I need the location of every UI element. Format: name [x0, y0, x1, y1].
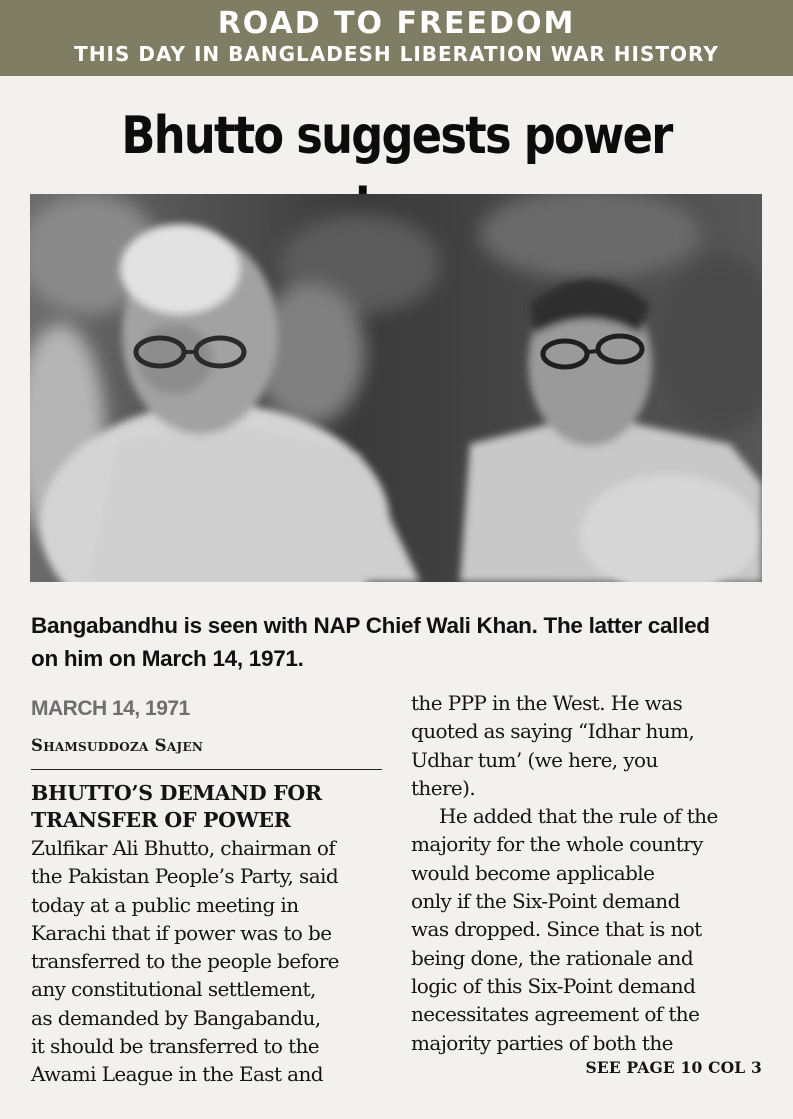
body-line: only if the Six-Point demand	[411, 889, 680, 914]
subhead-line: TRANSFER OF POWER	[31, 808, 291, 832]
article-column-left	[31, 690, 383, 1089]
body-line: Udhar tum’ (we here, you	[411, 747, 658, 772]
dateline: MARCH 14, 1971	[31, 697, 190, 720]
body-line: the Pakistan People’s Party, said	[31, 864, 339, 889]
byline: Shamsuddoza Sajen	[31, 736, 204, 755]
continuation-note: SEE PAGE 10 COL 3	[585, 1058, 762, 1077]
section-banner	[0, 0, 793, 76]
body-line: logic of this Six-Point demand	[411, 973, 696, 998]
article-body-right-para2	[411, 802, 763, 1057]
body-line: quoted as saying “Idhar hum,	[411, 719, 695, 744]
body-line: any constitutional settlement,	[31, 977, 316, 1002]
photo-caption	[31, 609, 766, 675]
body-line: transferred to the people before	[31, 949, 339, 974]
body-line: Karachi that if power was to be	[31, 920, 332, 945]
body-line: the PPP in the West. He was	[411, 691, 683, 715]
section-kicker: ROAD TO FREEDOM	[217, 6, 576, 41]
headline: Bhutto suggests power	[121, 106, 672, 166]
body-line: He added that the rule of the	[439, 804, 718, 829]
body-line: necessitates agreement of the	[411, 1002, 700, 1027]
body-line: Zulfikar Ali Bhutto, chairman of	[31, 836, 336, 860]
article-body-left	[31, 834, 383, 1089]
photo-illustration	[30, 194, 762, 582]
article-body-right-para1	[411, 689, 763, 802]
body-line: there).	[411, 775, 476, 800]
body-line: majority for the whole country	[411, 832, 703, 857]
caption-line: on him on March 14, 1971.	[31, 646, 304, 671]
body-line: it should be transferred to the	[31, 1034, 320, 1059]
article-subhead	[31, 770, 383, 834]
body-line: majority parties of both the	[411, 1030, 673, 1055]
subhead-line: BHUTTO’S DEMAND FOR	[31, 781, 322, 805]
body-line: would become applicable	[411, 860, 655, 885]
body-line: today at a public meeting in	[31, 892, 299, 917]
news-photo	[30, 194, 762, 582]
body-line: Awami League in the East and	[31, 1062, 323, 1087]
article-column-right	[411, 689, 763, 1057]
section-subtitle: THIS DAY IN BANGLADESH LIBERATION WAR HISTORY	[74, 42, 719, 66]
caption-line: Bangabandhu is seen with NAP Chief Wali Khan. The latter called	[31, 613, 710, 638]
body-line: as demanded by Bangabandu,	[31, 1005, 321, 1030]
body-line: being done, the rationale and	[411, 945, 694, 970]
body-line: was dropped. Since that is not	[411, 917, 702, 942]
